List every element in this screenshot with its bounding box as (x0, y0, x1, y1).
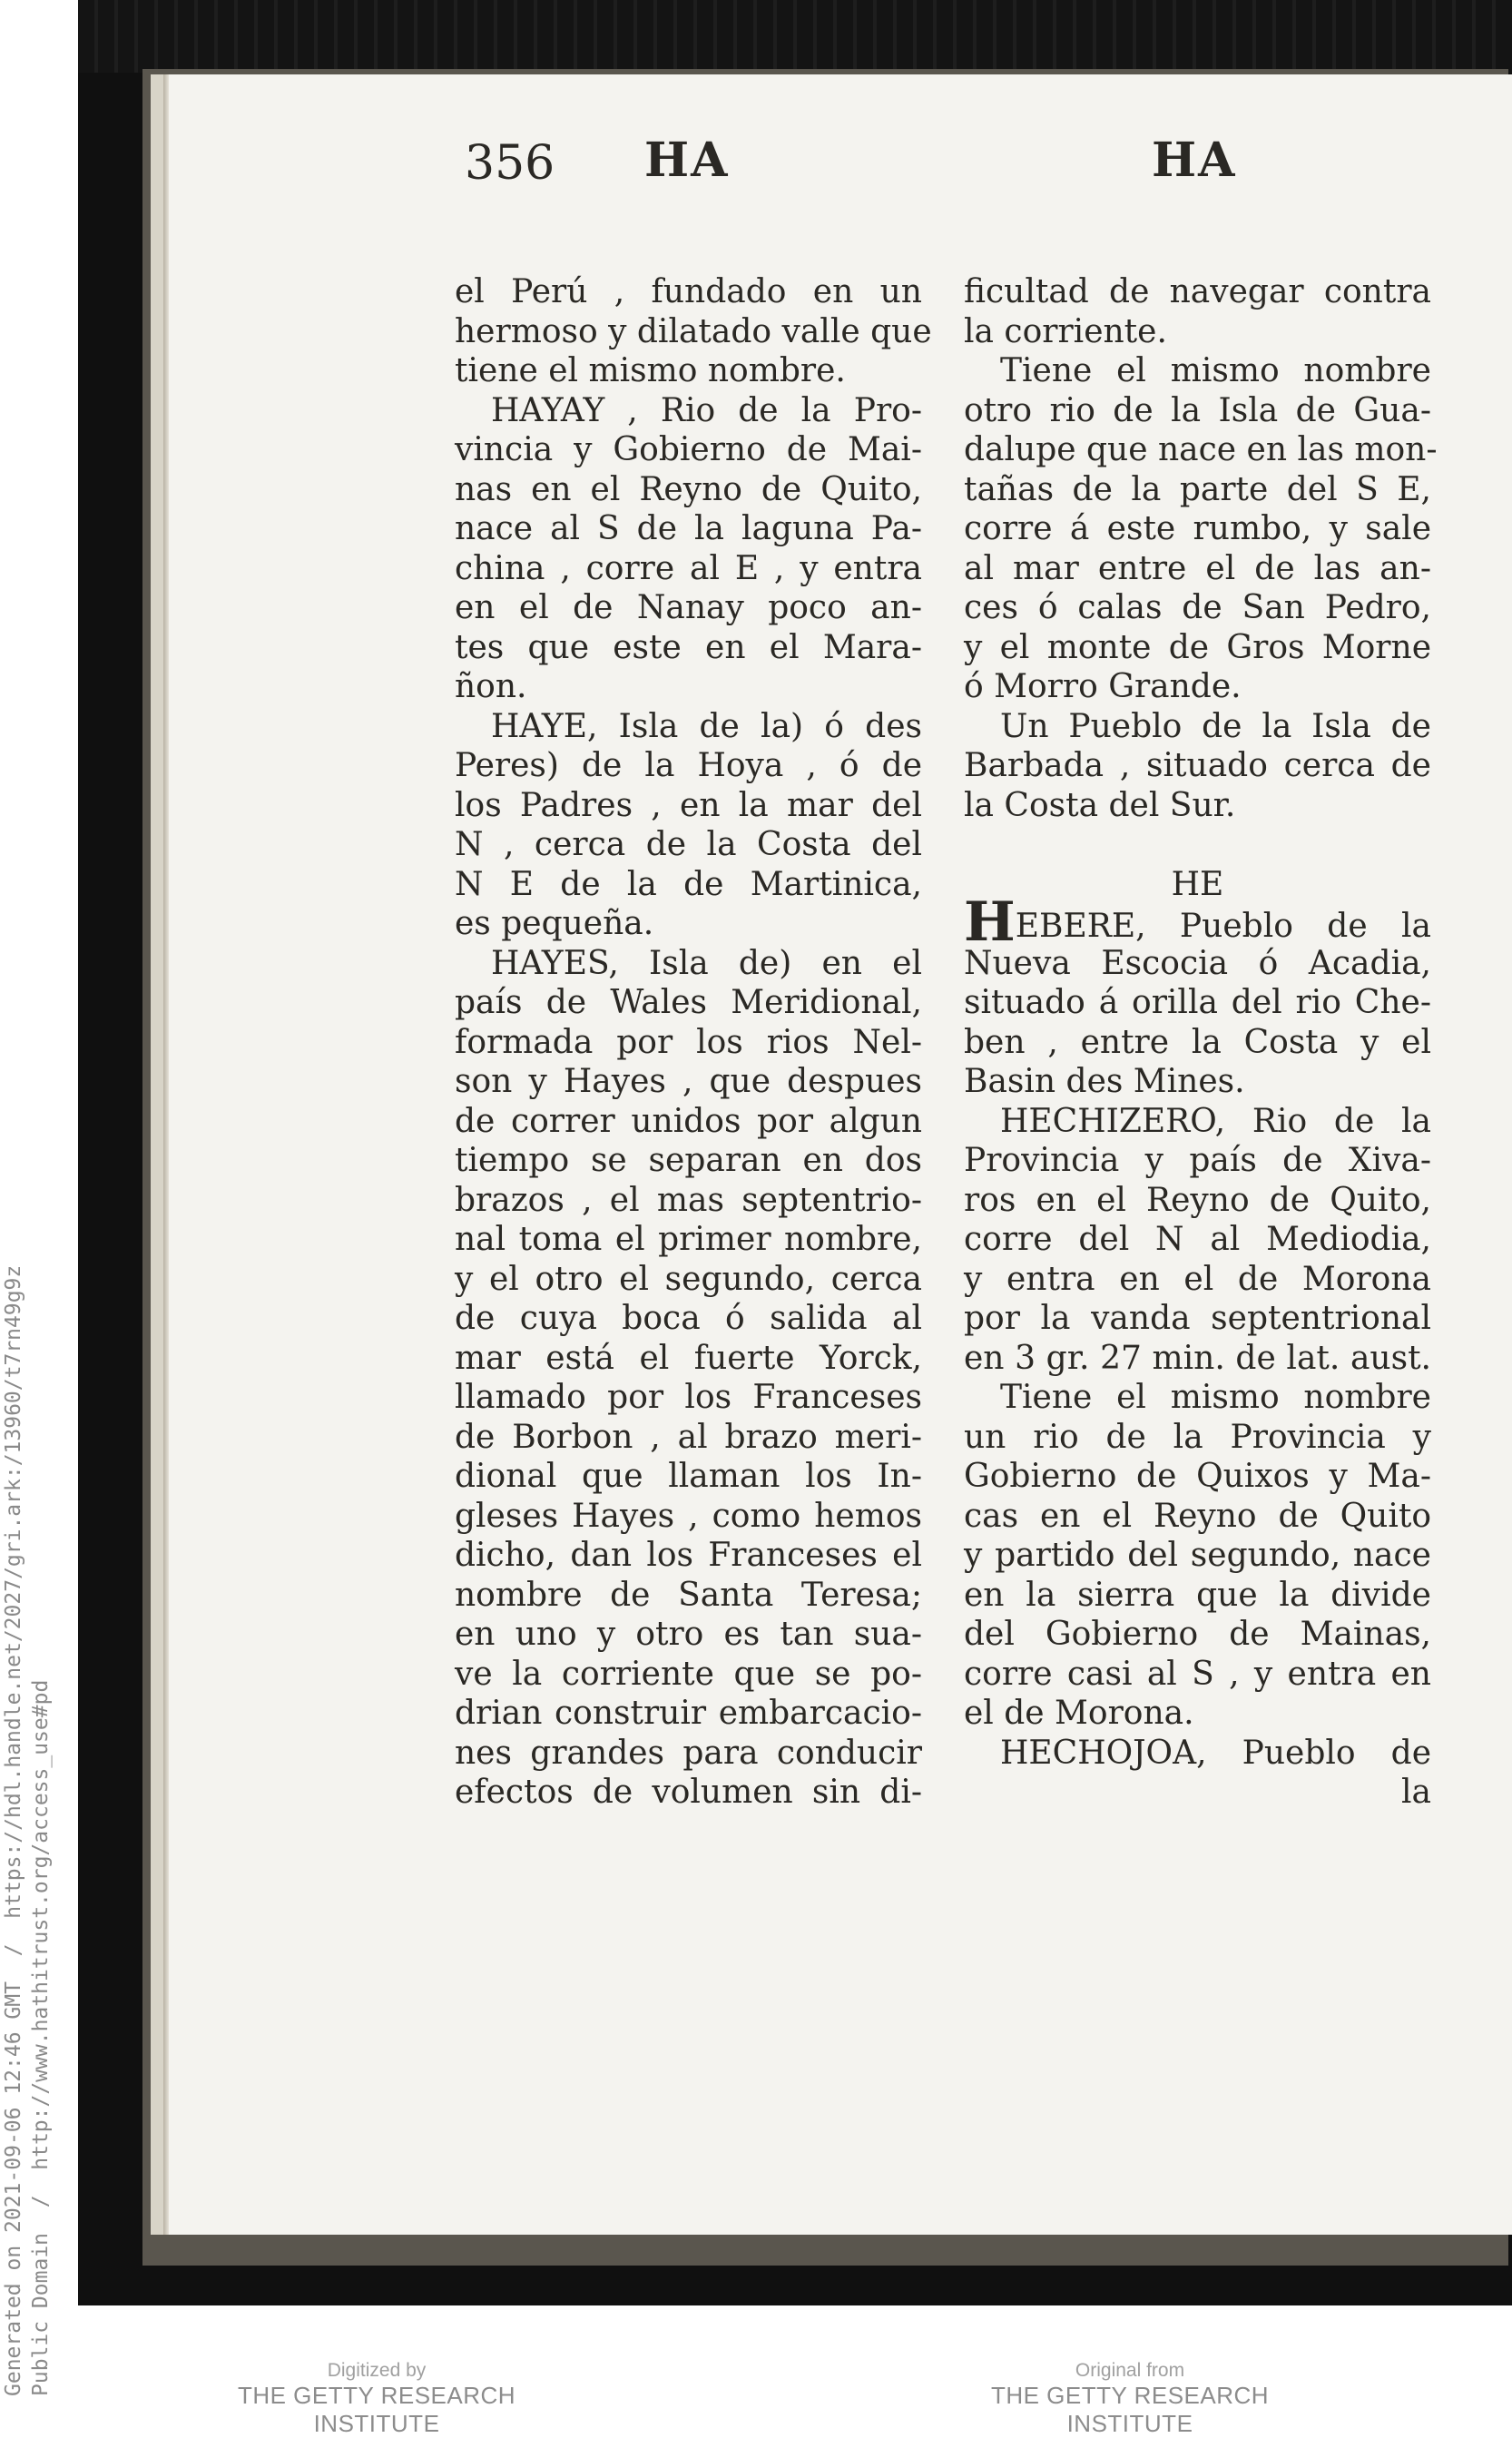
watermark-text (0, 1265, 54, 2396)
text-line: del Gobierno de Mainas, (964, 1616, 1431, 1653)
text-line: HAYAY , Rio de la Pro- (491, 391, 922, 429)
text-line: ben , entre la Costa y el (964, 1023, 1431, 1061)
footer-digitized (172, 2360, 581, 2438)
text-line: dicho, dan los Franceses el (455, 1537, 922, 1574)
text-line: ó Morro Grande. (964, 668, 1242, 705)
text-line: ve la corriente que se po- (455, 1655, 922, 1693)
text-line: vincia y Gobierno de Mai- (455, 431, 922, 468)
text-line: ces ó calas de San Pedro, (964, 589, 1431, 626)
text-line: ñon. (455, 668, 527, 705)
text-line: tiene el mismo nombre. (455, 352, 846, 389)
text-line: en el de Nanay poco an- (455, 589, 922, 626)
watermark-line-1: Generated on 2021-09-06 12:46 GMT / https://hdl.handle.net/2027/gri.ark:/13960/t7rn49g9z (2, 1264, 25, 2396)
text-line: corre á este rumbo, y sale (964, 510, 1431, 547)
text-line: nas en el Reyno de Quito, (455, 470, 922, 508)
text-line: Nueva Escocia ó Acadia, (964, 944, 1431, 982)
text-line: la Costa del Sur. (964, 786, 1236, 824)
text-line: ros en el Reyno de Quito, (964, 1181, 1431, 1219)
text-line: de Borbon , al brazo meri- (455, 1418, 922, 1456)
footer-original (926, 2360, 1334, 2438)
original-institution: THE GETTY RESEARCH INSTITUTE (990, 2382, 1270, 2437)
text-line: tes que este en el Mara- (455, 628, 922, 666)
footer (0, 2360, 1512, 2437)
text-line: HECHOJOA, Pueblo de (1000, 1734, 1431, 1772)
text-line: por la vanda septentrional (964, 1300, 1431, 1337)
text-line: de correr unidos por algun (455, 1102, 922, 1140)
text-line: Un Pueblo de la Isla de (1000, 707, 1431, 745)
text-line: la corriente. (964, 312, 1167, 350)
text-line: situado á orilla del rio Che- (964, 984, 1431, 1021)
text-line: otro rio de la Isla de Gua- (964, 391, 1431, 429)
text-line: y entra en el de Morona (964, 1260, 1431, 1298)
digitizing-institution: THE GETTY RESEARCH INSTITUTE (237, 2382, 516, 2437)
text-line: y el otro el segundo, cerca (455, 1260, 922, 1298)
text-line: Provincia y país de Xiva- (964, 1142, 1431, 1179)
text-line: al mar entre el de las an- (964, 549, 1431, 587)
page-content (78, 0, 1512, 2305)
section-heading: HE (1171, 865, 1224, 903)
text-line: llamado por los Franceses (455, 1379, 922, 1416)
text-line: hermoso y dilatado valle que (455, 312, 932, 350)
text-line: y partido del segundo, nace (964, 1537, 1431, 1574)
text-line: corre casi al S , y entra en (964, 1655, 1431, 1693)
text-line: N E de la de Martinica, (455, 865, 922, 903)
text-line: efectos de volumen sin di- (455, 1774, 922, 1811)
text-line: el Perú , fundado en un (455, 273, 922, 310)
text-line: Peres) de la Hoya , ó de (455, 747, 922, 784)
text-line: formada por los rios Nel- (455, 1023, 922, 1061)
text-line: nal toma el primer nombre, (455, 1221, 922, 1258)
catchword: la (1401, 1774, 1431, 1811)
text-line: nes grandes para conducir (455, 1734, 922, 1772)
text-line: de cuya boca ó salida al (455, 1300, 922, 1337)
text-line: país de Wales Meridional, (455, 984, 922, 1021)
text-line: en la sierra que la divide (964, 1576, 1431, 1614)
blank-line (964, 825, 1431, 865)
text-line: tiempo se separan en dos (455, 1142, 922, 1179)
text-line: corre del N al Mediodia, (964, 1221, 1431, 1258)
text-line: mar está el fuerte Yorck, (455, 1339, 922, 1377)
text-line: Gobierno de Quixos y Ma- (964, 1458, 1431, 1495)
text-line: Basin des Mines. (964, 1063, 1245, 1100)
watermark-strip (0, 0, 78, 2424)
text-line: brazos , el mas septentrio- (455, 1181, 922, 1219)
text-line (964, 890, 1431, 954)
text-line: N , cerca de la Costa del (455, 826, 922, 863)
text-line: tañas de la parte del S E, (964, 470, 1431, 508)
left-running-head: HA (644, 133, 730, 188)
text-line: son y Hayes , que despues (455, 1063, 922, 1100)
text-line: nace al S de la laguna Pa- (455, 510, 922, 547)
text-line: drian construir embarcacio- (455, 1695, 922, 1732)
drop-cap-line-text: EBERE, Pueblo de la (1015, 908, 1431, 945)
text-line: en 3 gr. 27 min. de lat. aust. (964, 1339, 1431, 1377)
original-from-label: Original from (1075, 2360, 1185, 2381)
text-line: un rio de la Provincia y (964, 1418, 1431, 1456)
text-line: HECHIZERO, Rio de la (1000, 1102, 1431, 1140)
digitized-by-label: Digitized by (327, 2360, 427, 2381)
text-line: dional que llaman los In- (455, 1458, 922, 1495)
text-line: los Padres , en la mar del (455, 786, 922, 824)
text-line: dalupe que nace en las mon- (964, 431, 1438, 468)
page-number: 356 (465, 136, 555, 191)
text-line: china , corre al E , y entra (455, 549, 922, 587)
text-line: HAYES, Isla de) en el (491, 944, 922, 982)
text-line: nombre de Santa Teresa; (455, 1576, 922, 1614)
text-line: Barbada , situado cerca de (964, 747, 1431, 784)
right-running-head: HA (1152, 133, 1237, 188)
text-line: Tiene el mismo nombre (1000, 352, 1431, 389)
text-line: gleses Hayes , como hemos (455, 1497, 922, 1535)
text-line: Tiene el mismo nombre (1000, 1379, 1431, 1416)
right-text-column (964, 272, 1438, 1813)
text-line: en uno y otro es tan sua- (455, 1616, 922, 1653)
text-line: y el monte de Gros Morne (964, 628, 1431, 666)
text-line: es pequeña. (455, 905, 654, 942)
text-line: el de Morona. (964, 1695, 1194, 1732)
drop-cap-letter: H (964, 890, 1016, 954)
left-text-column (455, 272, 932, 1813)
watermark-line-2: Public Domain / http://www.hathitrust.org/access_use#pd (29, 1679, 53, 2396)
text-line: cas en el Reyno de Quito (964, 1497, 1431, 1535)
text-line: ficultad de navegar contra (964, 273, 1431, 310)
text-line: HAYE, Isla de la) ó des (491, 707, 922, 745)
